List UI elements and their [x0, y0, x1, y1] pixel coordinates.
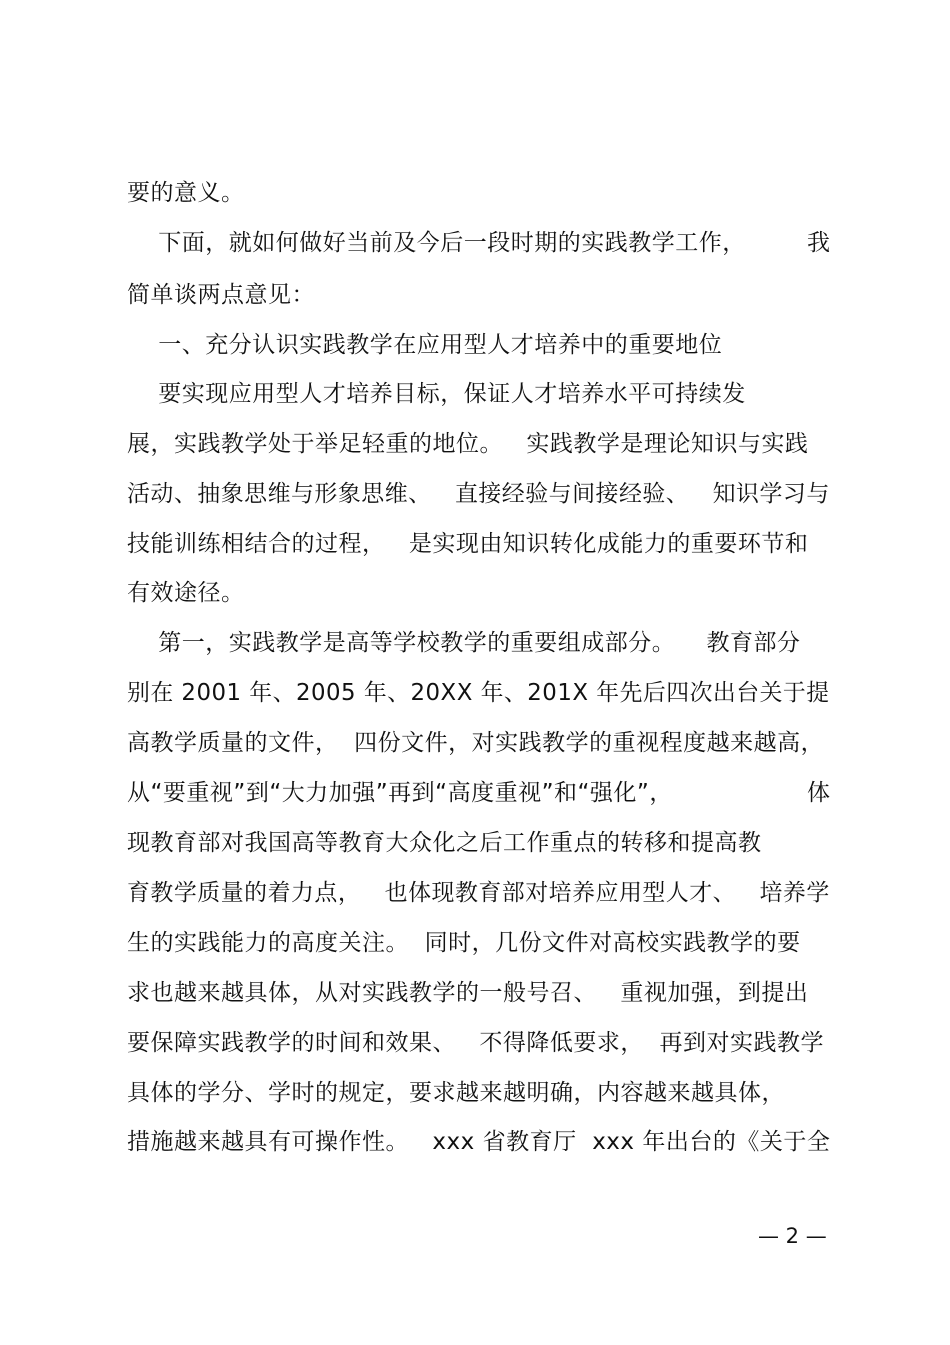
text-line: 从“要重视”到“大力加强”再到“高度重视”和“强化”， [127, 780, 673, 806]
text-line: 简单谈两点意见： [127, 282, 315, 308]
text-line: 活动、抽象思维与形象思维、 直接经验与间接经验、 知识学习与 [127, 481, 830, 507]
text-line: 高教学质量的文件， 四份文件，对实践教学的重视程度越来越高， [127, 730, 825, 756]
text-line: 第一，实践教学是高等学校教学的重要组成部分。 教育部分 [127, 630, 801, 656]
text-line: 下面，就如何做好当前及今后一段时期的实践教学工作， [127, 230, 746, 256]
text-line: 求也越来越具体，从对实践教学的一般号召、 重视加强，到提出 [127, 980, 809, 1006]
text-line: 具体的学分、学时的规定，要求越来越明确，内容越来越具体， [127, 1080, 785, 1106]
text-line-end: 体 [807, 780, 830, 806]
section-heading: 一、充分认识实践教学在应用型人才培养中的重要地位 [127, 332, 723, 358]
text-line: 别在 2001 年、2005 年、20XX 年、201X 年先后四次出台关于提 [127, 680, 830, 706]
text-line: 要保障实践教学的时间和效果、 不得降低要求， 再到对实践教学 [127, 1030, 825, 1056]
text-line: 要实现应用型人才培养目标，保证人才培养水平可持续发 [127, 381, 746, 407]
text-line: 技能训练相结合的过程， 是实现由知识转化成能力的重要环节和 [127, 531, 809, 557]
text-line: 育教学质量的着力点， 也体现教育部对培养应用型人才、 培养学 [127, 880, 830, 906]
text-line: 展，实践教学处于举足轻重的地位。 实践教学是理论知识与实践 [127, 431, 809, 457]
text-line-end: 我 [807, 230, 830, 256]
page-number: — 2 — [758, 1224, 827, 1248]
text-line: 生的实践能力的高度关注。 同时，几份文件对高校实践教学的要 [127, 930, 801, 956]
text-line: 要的意义。 [127, 180, 245, 206]
text-line: 有效途径。 [127, 580, 245, 606]
text-line: 措施越来越具有可操作性。 xxx 省教育厅 xxx 年出台的《关于全 [127, 1129, 831, 1155]
text-line: 现教育部对我国高等教育大众化之后工作重点的转移和提高教 [127, 830, 762, 856]
